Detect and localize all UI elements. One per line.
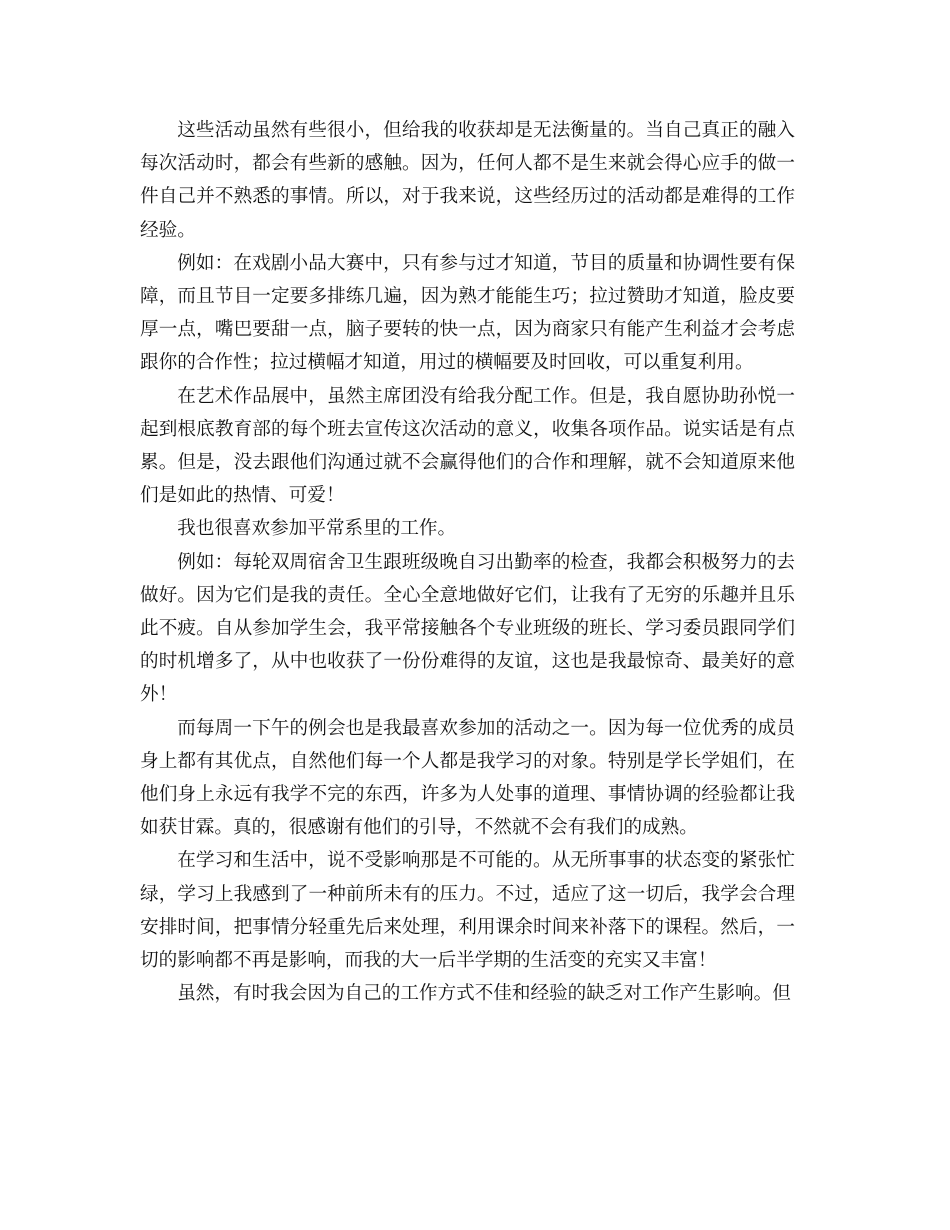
paragraph: 例如：在戏剧小品大赛中，只有参与过才知道，节目的质量和协调性要有保障，而且节目一定要多排练几遍，因为熟才能能生巧；拉过赞助才知道，脸皮要厚一点，嘴巴要甜一点，脑子要转的快一点，因为商家只有能产生利益才会考虑跟你的合作性；拉过横幅才知道，用过的横幅要及时回收，可以重复利用。 xyxy=(140,252,795,374)
paragraph: 这些活动虽然有些很小，但给我的收获却是无法衡量的。当自己真正的融入每次活动时，都会有些新的感触。因为，任何人都不是生来就会得心应手的做一件自己并不熟悉的事情。所以，对于我来说，这些经历过的活动都是难得的工作经验。 xyxy=(140,120,795,241)
paragraph: 虽然，有时我会因为自己的工作方式不佳和经验的缺乏对工作产生影响。但 xyxy=(177,983,791,1005)
paragraph: 例如：每轮双周宿舍卫生跟班级晚自习出勤率的检查，我都会积极努力的去做好。因为它们是我的责任。全心全意地做好它们，让我有了无穷的乐趣并且乐此不疲。自从参加学生会，我平常接触各个专业班级的班长、学习委员跟同学们的时机增多了，从中也收获了一份份难得的友谊，这也是我最惊奇、最美好的意外！ xyxy=(140,551,795,706)
paragraph: 我也很喜欢参加平常系里的工作。 xyxy=(177,518,457,540)
paragraph: 而每周一下午的例会也是我最喜欢参加的活动之一。因为每一位优秀的成员身上都有其优点，自然他们每一个人都是我学习的对象。特别是学长学姐们，在他们身上永远有我学不完的东西，许多为人处事的道理、事情协调的经验都让我如获甘霖。真的，很感谢有他们的引导，不然就不会有我们的成熟。 xyxy=(140,717,795,839)
paragraph: 在学习和生活中，说不受影响那是不可能的。从无所事事的状态变的紧张忙绿，学习上我感到了一种前所未有的压力。不过，适应了这一切后，我学会合理安排时间，把事情分轻重先后来处理，利用课余时间来补落下的课程。然后，一切的影响都不再是影响，而我的大一后半学期的生活变的充实又丰富！ xyxy=(140,850,795,972)
document-body xyxy=(140,114,795,1010)
paragraph: 在艺术作品展中，虽然主席团没有给我分配工作。但是，我自愿协助孙悦一起到根底教育部的每个班去宣传这次活动的意义，收集各项作品。说实话是有点累。但是，没去跟他们沟通过就不会赢得他们的合作和理解，就不会知道原来他们是如此的热情、可爱！ xyxy=(140,385,795,507)
